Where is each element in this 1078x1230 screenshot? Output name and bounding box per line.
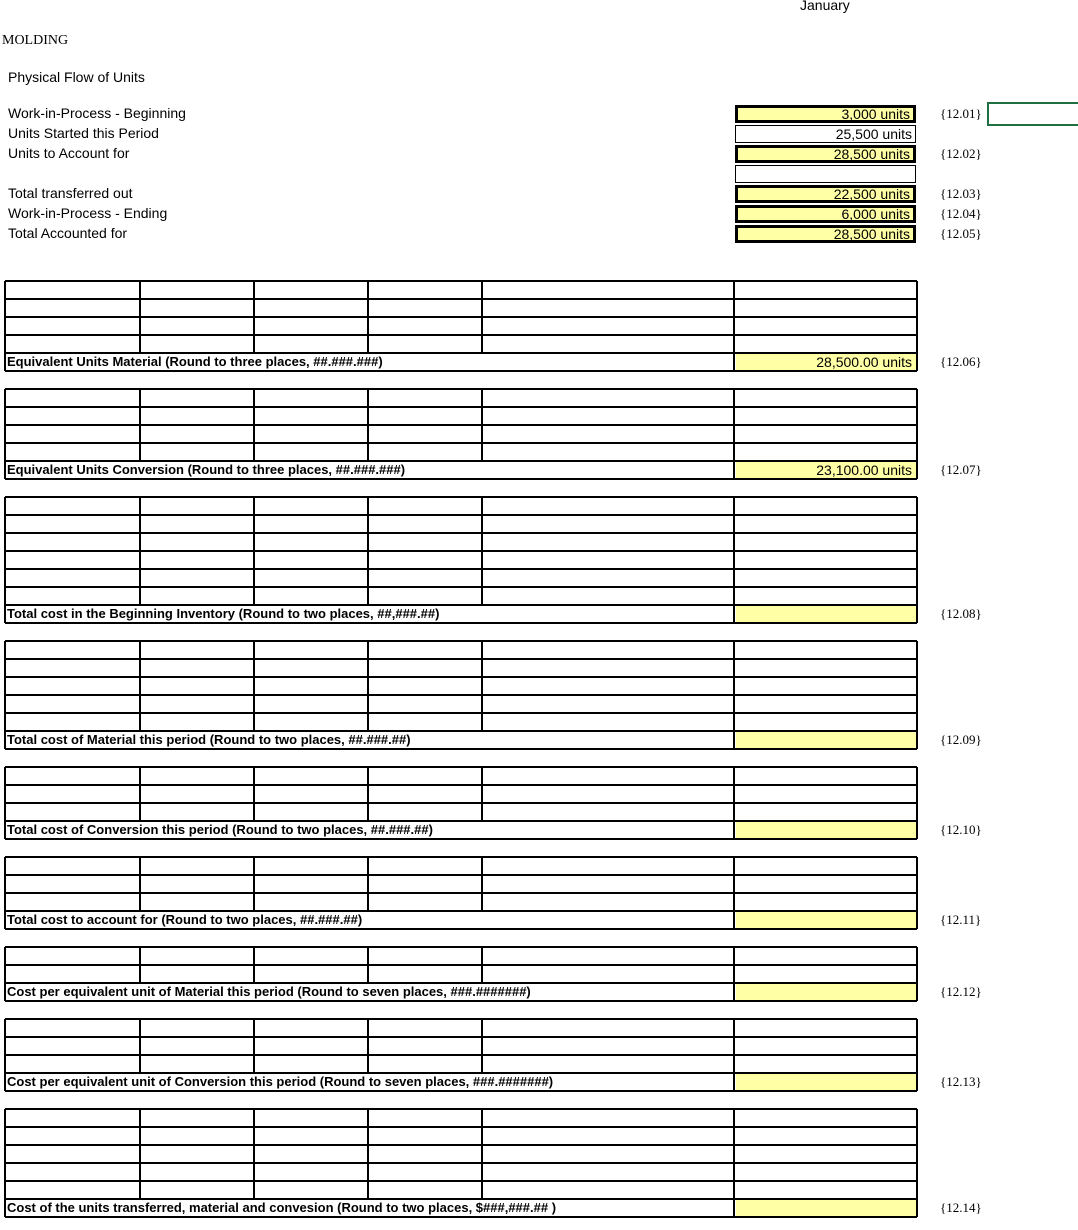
grid-row-line [5,1108,917,1110]
grid-col-line [367,857,369,911]
grid-col-line [139,947,141,983]
grid-col-line [481,1109,483,1199]
grid-col-line [253,857,255,911]
grid-col-line [733,1019,735,1091]
computation-grid [5,497,917,623]
grid-col-line [139,1109,141,1199]
grid-row-line [5,712,917,714]
grid-col-line [481,767,483,821]
grid-col-line [253,281,255,353]
answer-cell[interactable]: 23,100.00 units [736,462,916,478]
grid-col-line [916,857,918,929]
answer-cell[interactable] [736,912,916,928]
grid-col-line [367,281,369,353]
grid-col-line [481,281,483,353]
grid-col-line [4,281,6,371]
grid-row-line [5,1054,917,1056]
grid-row-line [5,1144,917,1146]
flow-label: Units to Account for [8,145,130,161]
grid-col-line [253,641,255,731]
grid-row-line [5,694,917,696]
answer-code: {12.13} [940,1074,982,1089]
grid-col-line [4,1019,6,1091]
grid-row-line [5,964,917,966]
row-label: Equivalent Units Conversion (Round to three places, ##.###.###) [7,462,406,477]
section-title: MOLDING [2,33,69,48]
grid-col-line [733,281,735,371]
grid-row-line [5,640,917,642]
answer-code: {12.11} [940,912,982,927]
grid-col-line [367,641,369,731]
grid-col-line [481,641,483,731]
computation-grid [5,1019,917,1091]
grid-col-line [367,389,369,461]
grid-col-line [139,281,141,353]
grid-col-line [139,497,141,605]
grid-col-line [733,947,735,1001]
row-label: Total cost of Conversion this period (Round to two places, ##.###.##) [7,822,433,837]
grid-col-line [139,389,141,461]
row-label: Equivalent Units Material (Round to three places, ##.###.###) [7,354,383,369]
grid-col-line [481,947,483,983]
selected-cell[interactable] [987,102,1078,126]
grid-row-line [5,874,917,876]
grid-col-line [4,767,6,839]
flow-label: Work-in-Process - Ending [8,205,168,221]
grid-row-line [5,676,917,678]
answer-cell[interactable] [736,1200,916,1216]
grid-row-line [5,424,917,426]
grid-row-line [5,514,917,516]
grid-row-line [5,1036,917,1038]
grid-row-line [5,1162,917,1164]
grid-col-line [916,947,918,1001]
month-header: January [800,0,850,13]
grid-col-line [733,389,735,479]
grid-row-line [5,532,917,534]
flow-value-cell[interactable] [735,165,916,183]
grid-row-line [5,1180,917,1182]
grid-row-line [5,766,917,768]
flow-value-cell[interactable]: 25,500 units [735,125,916,143]
grid-row-line [5,280,917,282]
grid-row-line [5,406,917,408]
grid-col-line [733,767,735,839]
grid-col-line [916,281,918,371]
answer-code: {12.02} [940,146,982,161]
answer-code: {12.03} [940,186,982,201]
grid-col-line [916,389,918,479]
grid-col-line [916,641,918,749]
grid-col-line [4,947,6,1001]
grid-row-line [5,568,917,570]
flow-value-cell[interactable]: 28,500 units [735,145,916,163]
flow-value-cell[interactable]: 28,500 units [735,225,916,243]
answer-cell[interactable] [736,606,916,622]
flow-label: Total transferred out [8,185,133,201]
row-label: Cost of the units transferred, material and convesion (Round to two places, $###,###.## ) [7,1200,557,1215]
grid-row-line [5,388,917,390]
grid-row-line [5,298,917,300]
flow-label: Work-in-Process - Beginning [8,105,186,121]
answer-code: {12.04} [940,206,982,221]
grid-col-line [916,497,918,623]
grid-col-line [916,1109,918,1217]
computation-grid [5,767,917,839]
grid-col-line [733,497,735,623]
answer-code: {12.06} [940,354,982,369]
grid-col-line [733,1109,735,1217]
grid-col-line [481,389,483,461]
grid-col-line [367,947,369,983]
grid-col-line [481,1019,483,1073]
computation-grid [5,857,917,929]
row-label: Total cost to account for (Round to two places, ##.###.##) [7,912,363,927]
answer-code: {12.08} [940,606,982,621]
row-label: Cost per equivalent unit of Conversion this period (Round to seven places, ###.#######) [7,1074,554,1089]
grid-col-line [4,1109,6,1217]
grid-col-line [367,1109,369,1199]
answer-cell[interactable] [736,822,916,838]
grid-row-line [5,1126,917,1128]
flow-value-cell[interactable]: 3,000 units [735,105,916,123]
answer-code: {12.10} [940,822,982,837]
grid-col-line [4,857,6,929]
grid-col-line [253,767,255,821]
grid-col-line [367,1019,369,1073]
grid-row-line [5,892,917,894]
answer-code: {12.14} [940,1200,982,1215]
grid-col-line [367,497,369,605]
grid-col-line [139,857,141,911]
grid-row-line [5,856,917,858]
grid-col-line [4,389,6,479]
computation-grid [5,1109,917,1217]
grid-col-line [253,947,255,983]
row-label: Total cost of Material this period (Round to two places, ##.###.##) [7,732,411,747]
answer-cell[interactable] [736,984,916,1000]
answer-cell[interactable]: 28,500.00 units [736,354,916,370]
physical-flow-heading: Physical Flow of Units [8,69,145,85]
grid-col-line [367,767,369,821]
grid-col-line [253,1019,255,1073]
answer-code: {12.05} [940,226,982,241]
flow-value-cell[interactable]: 6,000 units [735,205,916,223]
answer-cell[interactable] [736,1074,916,1090]
computation-grid [5,389,917,479]
computation-grid [5,281,917,371]
answer-code: {12.09} [940,732,982,747]
flow-label: Units Started this Period [8,125,159,141]
grid-row-line [5,1018,917,1020]
grid-row-line [5,334,917,336]
grid-col-line [481,497,483,605]
answer-code: {12.07} [940,462,982,477]
grid-row-line [5,496,917,498]
grid-col-line [4,641,6,749]
grid-row-line [5,316,917,318]
grid-col-line [481,857,483,911]
grid-col-line [916,767,918,839]
grid-row-line [5,946,917,948]
grid-col-line [916,1019,918,1091]
grid-col-line [139,641,141,731]
grid-col-line [733,857,735,929]
computation-grid [5,641,917,749]
flow-label: Total Accounted for [8,225,128,241]
grid-col-line [4,497,6,623]
row-label: Total cost in the Beginning Inventory (Round to two places, ##,###.##) [7,606,440,621]
grid-row-line [5,784,917,786]
grid-col-line [733,641,735,749]
grid-row-line [5,802,917,804]
computation-grid [5,947,917,1001]
grid-col-line [139,767,141,821]
grid-row-line [5,550,917,552]
grid-col-line [253,389,255,461]
grid-col-line [139,1019,141,1073]
grid-col-line [253,1109,255,1199]
flow-value-cell[interactable]: 22,500 units [735,185,916,203]
grid-row-line [5,586,917,588]
grid-col-line [253,497,255,605]
grid-row-line [5,442,917,444]
grid-row-line [5,658,917,660]
answer-code: {12.12} [940,984,982,999]
answer-cell[interactable] [736,732,916,748]
answer-code: {12.01} [940,106,982,121]
row-label: Cost per equivalent unit of Material this period (Round to seven places, ###.#######) [7,984,531,999]
